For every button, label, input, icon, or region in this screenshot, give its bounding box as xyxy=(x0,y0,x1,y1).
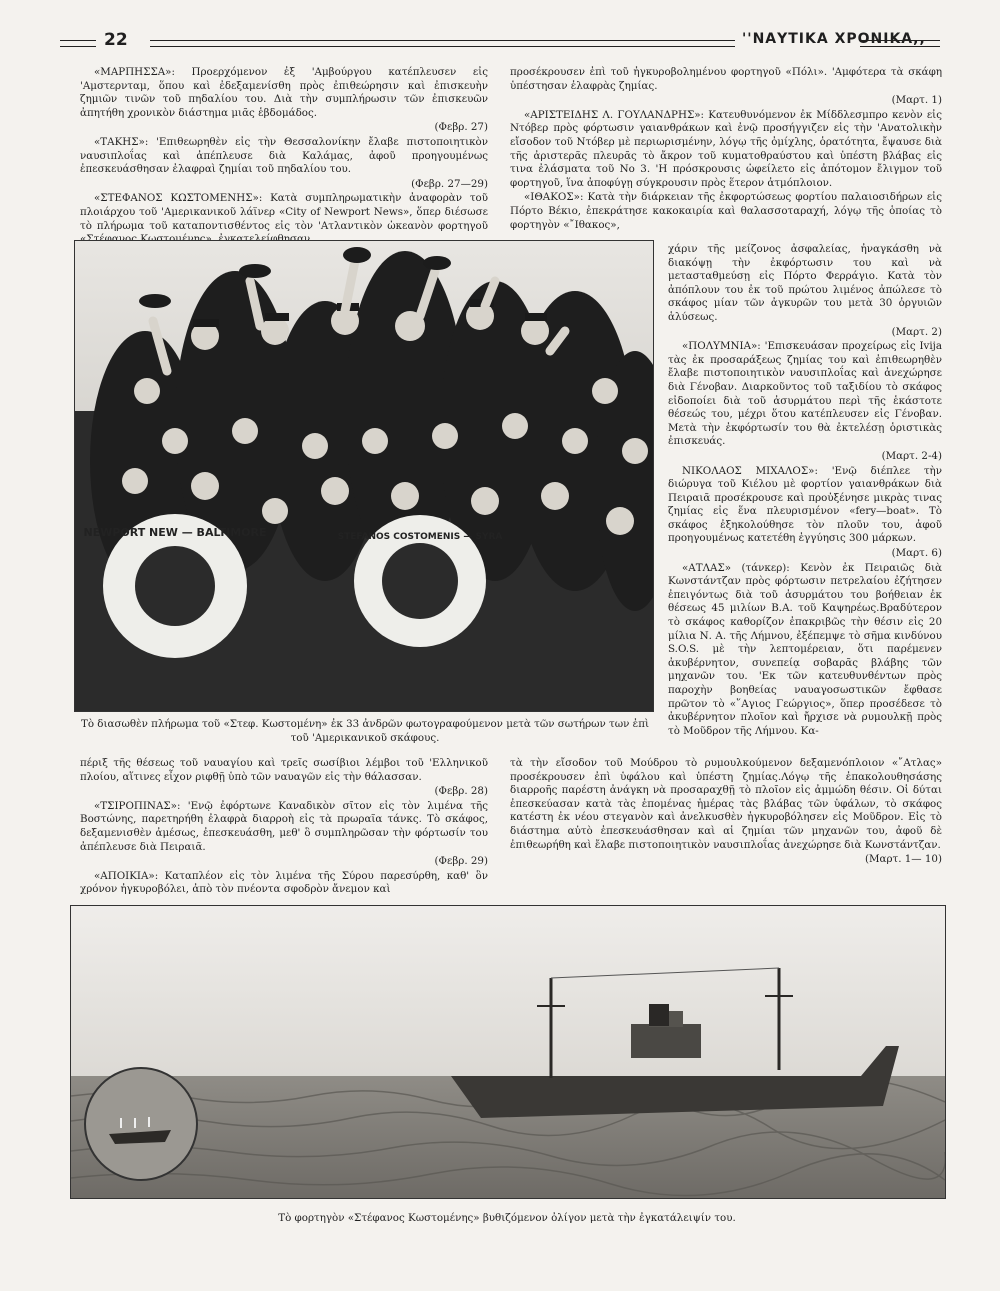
crew-photo xyxy=(74,240,654,712)
article-paragraph: τὰ τὴν εἴσοδον τοῦ Μούδρου τὸ ρυμουλκούμενον δεξαμενόπλοιον «῎Ατλας» προσέκρουσεν ἐπὶ ὑφάλου καὶ ὑπέστη ζημίας.Λόγῳ τῆς ἐπακολουθησάσης διαρροῆς παρέστη ἀνάγκη νὰ προσαραχθῇ τὸ πλοῖον εἰς ἀμμώδη θέσιν. Οἱ δύται ἐπεσκεύασαν κατὰ τὰς ἐπομένας ἡμέρας τὰς βλάβας τῶν ὑφάλων, τὸ σκάφος κατέστη ἐκ νέου στεγανὸν καὶ ἀνελκυσθὲν ἠγκυροβόλησεν εἰς Μοῦδρον. Εἰς τὸ διάστημα αὐτὸ ἐπεσκευάσθησαν καὶ αἱ ζημίαι τῶν μηχανῶν του, ἀφοῦ δὲ ἐπιθεωρήθη καὶ ἔλαβε πιστοποιητικὸν ναυσιπλοΐας ἀνεχώρησε διὰ Κωνστάντζαν. xyxy=(510,757,942,851)
article-date: (Μαρτ. 1) xyxy=(891,94,942,107)
article-date: (Φεβρ. 27) xyxy=(434,121,488,134)
article-column-right xyxy=(668,243,942,738)
article-paragraph: πέριξ τῆς θέσεως τοῦ ναυαγίου καὶ τρεῖς σωσίβιοι λέμβοι τοῦ 'Ελληνικοῦ πλοίου, αἵτινες εἶχον ριφθῇ ὑπὸ τῶν ναυαγῶν εἰς τὴν θάλασσαν. xyxy=(80,757,488,783)
article-paragraph: «ΜΑΡΠΗΣΣΑ»: Προερχόμενον ἐξ 'Αμβούργου κατέπλευσεν εἰς 'Αμστερνταμ, ὅπου καὶ ἐδεξαμενίσθη πρὸς ἐπιθεώρησιν καὶ ἐπισκευὴν ζημιῶν τινῶν τοῦ πηδαλίου του. Διὰ τὴν συμπλήρωσιν τῶν ἐπισκευῶν ἀπητήθη χρονικὸν διάστημα μιᾶς ἑβδομάδος. xyxy=(80,66,488,119)
article-paragraph: ΝΙΚΟΛΑΟΣ ΜΙΧΑΛΟΣ»: 'Ενῷ διέπλεε τὴν διώρυγα τοῦ Κιέλου μὲ φορτίον γαιανθράκων διὰ Πειραιᾶ προσέκρουσε καὶ προὐξένησε μικρὰς τινας ζημίας εἰς ἕνα πλευρισμένον «fery—boat». Τὸ σκάφος ἐξηκολούθησε τὸν πλοῦν του, ἀφοῦ προηγουμένως κατετέθη ἐγγύησις 300 μάρκων. xyxy=(668,464,942,545)
article-date: (Φεβρ. 28) xyxy=(434,785,488,798)
article-column-bottom-right xyxy=(510,757,942,867)
article-date: (Μαρτ. 2-4) xyxy=(881,449,942,462)
lifebuoy-right-label: STEFANOS COSTOMENIS — SYRA xyxy=(337,532,503,542)
article-paragraph: προσέκρουσεν ἐπὶ τοῦ ἠγκυροβολημένου φορτηγοῦ «Πόλι». 'Αμφότερα τὰ σκάφη ὑπέστησαν ἐλαφρὰς ζημίας. xyxy=(510,66,942,92)
page-header xyxy=(60,30,940,54)
ship-painting-caption: Τὸ φορτηγὸν «Στέφανος Κωστομένης» βυθιζόμενον ὀλίγον μετὰ τὴν ἐγκατάλειψίν του. xyxy=(278,1212,736,1224)
article-paragraph: «ΑΤΛΑΣ» (τάνκερ): Κενὸν ἐκ Πειραιῶς διὰ Κωνστάντζαν πρὸς φόρτωσιν πετρελαίου ἐζήτησεν ἐπειγόντως διὰ τοῦ ἀσυρμάτου του βοήθειαν ἐκ θέσεως 45 μιλίων Β.Α. τοῦ Καψηρέως.Βραδύτερον τὸ σκάφος καθορίζον ἐπακριβῶς τὴν θέσιν εἰς 20 μίλια Ν. Α. τῆς Λήμνου, ἐξέπεμψε τὸ σῆμα κινδύνου S.O.S. μὲ τὴν λεπτομέρειαν, ὅτι παρέμενεν ἀκυβέρνητον, συνεπείᾳ σοβαρᾶς βλάβης τῶν μηχανῶν του. 'Εκ τῶν κατευθυνθέντων πρὸς παροχὴν βοηθείας ναυαγοσωστικῶν ἔφθασε πρῶτον τὸ «῞Αγιος Γεώργιος», ὅπερ προσέδεσε τὸ ἀκυβέρνητον πλοῖον καὶ ἤρχισε νὰ ρυμουλκῇ πρὸς τὸ Μοῦδρον τῆς Λήμνου. Κα- xyxy=(668,561,942,737)
article-date: (Φεβρ. 27—29) xyxy=(411,177,488,190)
article-date: (Μαρτ. 1— 10) xyxy=(864,853,942,866)
lifebuoy-left-label: NEWPORT NEW — BALTIMORE xyxy=(83,526,267,539)
article-date: (Φεβρ. 29) xyxy=(434,855,488,868)
article-paragraph: «ΣΤΕΦΑΝΟΣ ΚΩΣΤΟΜΕΝΗΣ»: Κατὰ συμπληρωματικὴν ἀναφορὰν τοῦ πλοιάρχου τοῦ 'Αμερικανικοῦ λάϊνερ «City of Newport News», ὅπερ διέσωσε τὸ πλήρωμα τοῦ καταποντισθέντος εἰς τὸν 'Ατλαντικὸν ὠκεανὸν φορτηγοῦ xyxy=(80,192,488,232)
crew-photo-illustration xyxy=(75,241,653,711)
article-column-bottom-left xyxy=(80,757,488,897)
article-date: (Μαρτ. 2) xyxy=(891,325,942,338)
article-paragraph: «ΤΣΙΡΟΠΙΝΑΣ»: 'Ενῷ ἐφόρτωνε Καναδικὸν σῖτον εἰς τὸν λιμένα τῆς Βοστώνης, παρετηρήθη ἐλαφρὰ διαρροὴ εἰς τὰ πρωραῖα τάνκς. Τὸ σκάφος, δεξαμενισθὲν ἀμέσως, ἐπεσκευάσθη, μεθ' ὃ συμπληρῶσαν τὴν φόρτωσίν του ἀπέπλευσε διὰ Πειραιᾶ. xyxy=(80,799,488,853)
header-rule xyxy=(150,40,735,47)
article-date: (Μαρτ. 6) xyxy=(891,547,942,560)
header-rule xyxy=(860,40,940,47)
article-paragraph: «ΑΠΟΙΚΙΑ»: Καταπλέον εἰς τὸν λιμένα τῆς Σύρου παρεσύρθη, καθ' ὃν χρόνον ἠγκυροβόλει, ἀπὸ τὸν πνέοντα σφοδρὸν ἄνεμον καὶ xyxy=(80,869,488,896)
article-paragraph: «ΤΑΚΗΣ»: 'Επιθεωρηθὲν εἰς τὴν Θεσσαλονίκην ἔλαβε πιστοποιητικὸν ναυσιπλοΐας καὶ ἀπέπλευσε διὰ Καλάμας, ἀφοῦ προηγουμένως ἐπεσκευάσθησαν ἐλαφραὶ ζημίαι τοῦ πηδαλίου του. xyxy=(80,135,488,176)
article-column-top-right xyxy=(510,66,942,232)
page-number: 22 xyxy=(104,30,128,50)
article-paragraph: «ΠΟΛΥΜΝΙΑ»: 'Επισκευάσαν προχείρως εἰς Ivija τὰς ἐκ προσαράξεως ζημίας του καὶ ἐπιθεωρηθὲν ἔλαβε πιστοποιητικὸν ναυσιπλοΐας καὶ ἀνεχώρησε διὰ Γένοβαν. Διαρκοῦντος τοῦ ταξιδίου τὸ σκάφος εἰδοποίει διὰ τοῦ ἀσυρμάτου περὶ τῆς ἑκάστοτε θέσεώς του, μέχρι ὅτου κατέπλευσεν εἰς Γένοβαν. Μετὰ τὴν ἐκφόρτωσίν του θὰ ἐκτελέσῃ ὁριστικὰς ἐπισκευάς. xyxy=(668,340,942,448)
header-rule xyxy=(60,40,96,47)
publication-title: ''ΝΑΥΤΙΚΑ ΧΡΟΝΙΚΑ,, xyxy=(742,31,926,47)
article-paragraph: «ΑΡΙΣΤΕΙΔΗΣ Λ. ΓΟΥΛΑΝΔΡΗΣ»: Κατευθυνόμενον ἐκ Μίδδλεσμπρο κενὸν εἰς Ντόβερ πρὸς φόρτωσιν γαιανθράκων καὶ ἐνῷ προσήγγιζεν εἰς τὴν 'Ανατολικὴν εἴσοδον τοῦ Ντόβερ μὲ περιωρισμένην, λόγῳ τῆς ὀμίχλης, ὁρατότητα, ἔψαυσε διὰ τῆς ἀριστερᾶς πλευρᾶς τὸ ἄκρον τοῦ κυματοθραύστου καὶ ὑπέστη βλάβας εἰς τινα ἐλάσματα τοῦ Νο 3. 'Η πρόσκρουσις ὠφείλετο εἰς ἀπότομον ἔλιγμον τοῦ φορτηγοῦ, ἵνα ἀποφύγῃ σύγκρουσιν πρὸς ἕτερον ἀτμόπλοιον. xyxy=(510,108,942,189)
article-paragraph: χάριν τῆς μείζονος ἀσφαλείας, ἠναγκάσθη νὰ διακόψῃ τὴν ἐκφόρτωσιν του καὶ νὰ μετασταθμεύσῃ εἰς Πόρτο Φερράγιο. Κατὰ τὸν ἀπόπλουν του ἐκ τοῦ πρώτου λιμένος ἀπώλεσε τὸ σκάφος μίαν τῶν ἀγκυρῶν του μετὰ 30 ὀργυιῶν ἁλύσεως. xyxy=(668,243,942,323)
ship-painting-illustration xyxy=(71,906,945,1198)
ship-painting xyxy=(70,905,946,1199)
crew-photo-caption: Τὸ διασωθὲν πλήρωμα τοῦ «Στεφ. Κωστομένη» ἐκ 33 ἀνδρῶν φωτογραφούμενον μετὰ τῶν σωτήρων των ἐπὶ τοῦ 'Αμερικανικοῦ σκάφους. xyxy=(80,718,650,744)
article-paragraph: «ΙΘΑΚΟΣ»: Κατὰ τὴν διάρκειαν τῆς ἐκφορτώσεως φορτίου παλαιοσιδήρων εἰς Πόρτο Βέκιο, ἐπεκράτησε κακοκαιρία καὶ θαλασσοταραχή, λόγῳ τῆς ὁποίας τὸ φορτηγὸν «῎Ιθακος», xyxy=(510,191,942,231)
article-column-top-left xyxy=(80,66,488,247)
lifeboat-inset xyxy=(85,1068,197,1180)
